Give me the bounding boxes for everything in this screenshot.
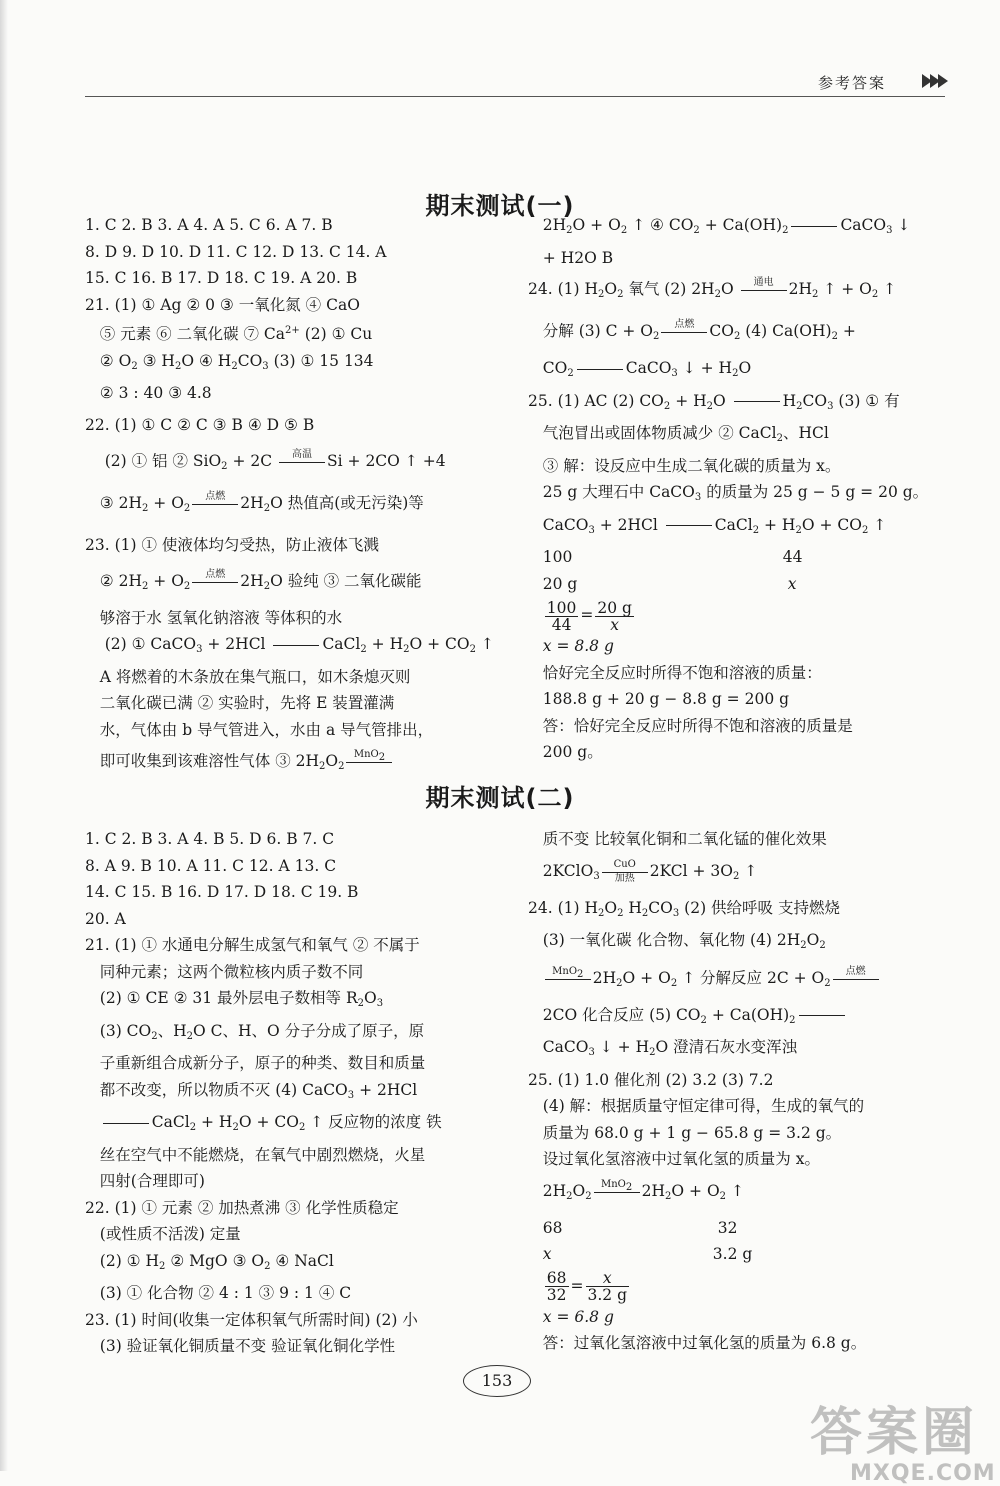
answer-line: (3) ① 化合物 ② 4 : 1 ③ 9 : 1 ④ C (99, 1284, 352, 1302)
answer-line: 够溶于水 氢氧化钠溶液 等体积的水 (99, 608, 343, 627)
watermark (810, 1390, 996, 1486)
answer-line: 2KClO$_3$ CuO 加热 $2KCl + 3O_2$ ↑ (542, 858, 758, 884)
answer-line: A 将燃着的木条放在集气瓶口，如木条熄灭则 (99, 667, 411, 686)
answer-line: 20 g x (542, 574, 797, 593)
answer-line: MnO2 $2H_2O + O_2$ ↑ 分解反应 $2C + O_2$ 点燃 (528, 960, 881, 1002)
answer-line: 24. (1) $H_2O_2$ 氧气 (2) $2H_2O$ 通电 $2H_2$ ↑ + $O_2$ ↑ (528, 271, 928, 313)
answer-line: 21. (1) ① 水通电分解生成氢气和氧气 ② 不属于 (85, 936, 420, 954)
answer-line: ② 3 : 40 ③ 4.8 (99, 384, 212, 402)
answer-line: + H2O B (542, 248, 614, 267)
answer-line: $CO_2$ CaCO$_3$ ↓ + $H_2O$ (542, 359, 752, 379)
answer-line: CaCO$_3$ ↓ + $H_2O$ 澄清石灰水变浑浊 (542, 1038, 798, 1058)
answer-line: ② $O_2$ ③ $H_2O$ ④ $H_2CO_3$ (3) ① 15 134 (99, 351, 374, 372)
answer-line: 子重新组合成新分子，原子的种类、数目和质量 (99, 1054, 426, 1072)
answer-line: $\frac{68}{32}$ = $\frac{x}{3.2 g}$ (546, 1269, 628, 1304)
section1-right-column (528, 212, 928, 766)
answer-line: 1. C 2. B 3. A 4. A 5. C 6. A 7. B (85, 216, 333, 234)
answer-line: $2H_2O_2$ MnO2 $2H_2O + O_2$ ↑ (528, 1173, 881, 1215)
answer-line: 同种元素；这两个微粒核内质子数不同 (99, 962, 364, 981)
condition-arrow: 点燃 (661, 319, 707, 345)
answer-line: 气泡冒出或固体物质减少 ② CaCl$_2$、HCl (542, 424, 829, 444)
header-rule (85, 96, 945, 97)
answer-line: 100 44 (542, 548, 803, 566)
fraction: $\frac{68}{32}$ (546, 1269, 567, 1304)
answer-line: 2CO 化合反应 (5) $CO_2 + Ca(OH)_2$ (528, 1002, 881, 1035)
answer-line: $2H_2O + O_2$ ↑ ④ $CO_2 + Ca(OH)_2$ CaCO$_3$ ↓ (542, 216, 911, 236)
condition-arrow: 通电 (741, 277, 787, 303)
answer-line: 答：恰好完全反应时所得不饱和溶液的质量是 (542, 716, 853, 735)
answer-line: ③ $2H_2 + O_2$ 点燃 $2H_2O$ 热值高(或无污染)等 (85, 485, 494, 527)
answer-line: x = 8.8 g (542, 637, 614, 655)
answer-line: 设过氧化氢溶液中过氧化氢的质量为 x。 (542, 1150, 820, 1168)
answer-line: 24. (1) $H_2O_2$ $H_2CO_3$ (2) 供给呼吸 支持燃烧 (528, 898, 840, 919)
answer-line: 质不变 比较氧化铜和二氧化锰的催化效果 (542, 830, 827, 848)
answer-line: 22. (1) ① C ② C ③ B ④ D ⑤ B (85, 415, 315, 434)
condition-arrow: MnO2 (545, 966, 591, 992)
condition-arrow: CuO 加热 (602, 859, 648, 885)
answer-line: 1. C 2. B 3. A 4. B 5. D 6. B 7. C (85, 830, 335, 848)
answer-line: 25. (1) AC (2) $CO_2 + H_2O$ $H_2CO_3$ (3) ① 有 (528, 391, 900, 412)
answer-line: 质量为 68.0 g + 1 g − 65.8 g = 3.2 g。 (542, 1123, 842, 1142)
section2-left-column (85, 826, 442, 1360)
fraction: $\frac{100}{44}$ (546, 598, 577, 634)
answer-line: $\frac{100}{44}$ = $\frac{20 g}{x}$ (546, 598, 632, 634)
answer-line: 23. (1) 时间(收集一定体积氧气所需时间) (2) 小 (85, 1310, 418, 1329)
answer-line: 25 g 大理石中 CaCO$_3$ 的质量为 25 g − 5 g = 20 g。 (542, 483, 929, 503)
watermark-main: 答案圈 (810, 1403, 979, 1463)
arrow-icon (920, 70, 950, 92)
answer-line: 四射(合理即可) (99, 1172, 205, 1190)
section1-left-column (85, 212, 494, 785)
answer-line: 188.8 g + 20 g − 8.8 g = 200 g (542, 690, 790, 708)
condition-arrow: MnO2 (594, 1179, 640, 1205)
answer-line: 20. A (85, 909, 126, 928)
answer-line: 水，气体由 b 导气管进入，水由 a 导气管排出， (99, 720, 434, 739)
condition-arrow: 点燃 (833, 966, 879, 992)
answer-line: 68 32 (542, 1218, 738, 1237)
answer-line: (3) 验证氧化铜质量不变 验证氧化铜化学性 (99, 1337, 396, 1355)
condition-arrow: 高温 (279, 449, 325, 475)
answer-line: ⑤ 元素 ⑥ 二氧化碳 ⑦ $Ca^{2+}$ (2) ① Cu (99, 325, 373, 343)
section2-right-column (528, 826, 881, 1357)
fraction: $\frac{20 g}{x}$ (597, 598, 632, 634)
answer-line: x = 6.8 g (542, 1307, 614, 1326)
page-number: 153 (463, 1365, 531, 1397)
answer-line: (2) ① 铝 ② SiO$_2$ + 2C 高温 Si + 2CO ↑ +4 (85, 443, 494, 485)
section-title-2: 期末测试(二) (425, 784, 575, 812)
header-title: 参考答案 (818, 74, 887, 92)
answer-line: 14. C 15. B 16. D 17. D 18. C 19. B (85, 883, 359, 901)
condition-arrow: 点燃 (192, 491, 238, 517)
answer-line: (4) 解：根据质量守恒定律可得，生成的氧气的 (542, 1097, 865, 1115)
answer-line: (3) 一氧化碳 化合物、氧化物 (4) $2H_2O_2$ (542, 931, 826, 951)
fraction: $\frac{x}{3.2 g}$ (587, 1269, 628, 1304)
answer-line: CaCl$_2$ + $H_2O + CO_2$ ↑ 反应物的浓度 铁 (85, 1109, 442, 1142)
answer-line: 15. C 16. B 17. D 18. C 19. A 20. B (85, 269, 358, 287)
answer-line: 分解 (3) $C + O_2$ 点燃 $CO_2$ (4) $Ca(OH)_2$ + (528, 313, 928, 355)
condition-arrow: MnO2 (346, 749, 392, 775)
answer-line: 23. (1) ① 使液体均匀受热，防止液体飞溅 (85, 535, 379, 554)
answer-line: 答：过氧化氢溶液中过氧化氢的质量为 6.8 g。 (542, 1334, 867, 1352)
watermark-sub: MXQE.COM (850, 1461, 996, 1486)
answer-line: x 3.2 g (542, 1245, 753, 1263)
answer-line: (2) ① CaCO$_3$ + 2HCl CaCl$_2$ + $H_2O + CO_2$ ↑ (99, 635, 494, 655)
section-title-1: 期末测试(一) (425, 192, 575, 220)
answer-line: CaCO$_3$ + 2HCl CaCl$_2$ + $H_2O + CO_2$ ↑ (542, 515, 887, 536)
answer-line: 都不改变，所以物质不灭 (4) CaCO$_3$ + 2HCl (99, 1080, 418, 1101)
answer-line: 丝在空气中不能燃烧，在氧气中剧烈燃烧，火星 (99, 1145, 426, 1164)
answer-line: 21. (1) ① Ag ② 0 ③ 一氧化氮 ④ CaO (85, 295, 360, 314)
answer-line: 二氧化碳已满 ② 实验时，先将 E 装置灌满 (99, 694, 395, 712)
answer-line: (或性质不活泼) 定量 (99, 1225, 241, 1243)
answer-line: 22. (1) ① 元素 ② 加热煮沸 ③ 化学性质稳定 (85, 1198, 399, 1217)
condition-arrow: 点燃 (192, 569, 238, 595)
answer-line: 25. (1) 1.0 催化剂 (2) 3.2 (3) 7.2 (528, 1070, 774, 1089)
answer-line: 8. A 9. B 10. A 11. C 12. A 13. C (85, 856, 337, 875)
answer-line: (2) ① $H_2$ ② MgO ③ $O_2$ ④ NaCl (99, 1251, 334, 1272)
answer-line: (3) $CO_2$、$H_2O$ C、H、O 分子分成了原子，原 (99, 1021, 425, 1042)
answer-line: 8. D 9. D 10. D 11. C 12. D 13. C 14. A (85, 242, 387, 261)
answer-line: 恰好完全反应时所得不饱和溶液的质量： (542, 663, 822, 682)
answer-line: ③ 解：设反应中生成二氧化碳的质量为 x。 (542, 456, 841, 475)
answer-line: 即可收集到该难溶性气体 ③ $2H_2O_2$ MnO2 (85, 743, 494, 785)
answer-line: (2) ① CE ② 31 最外层电子数相等 $R_2O_3$ (99, 989, 384, 1009)
answer-line: 200 g。 (542, 743, 603, 761)
answer-line: ② $2H_2 + O_2$ 点燃 $2H_2O$ 验纯 ③ 二氧化碳能 (85, 563, 494, 605)
